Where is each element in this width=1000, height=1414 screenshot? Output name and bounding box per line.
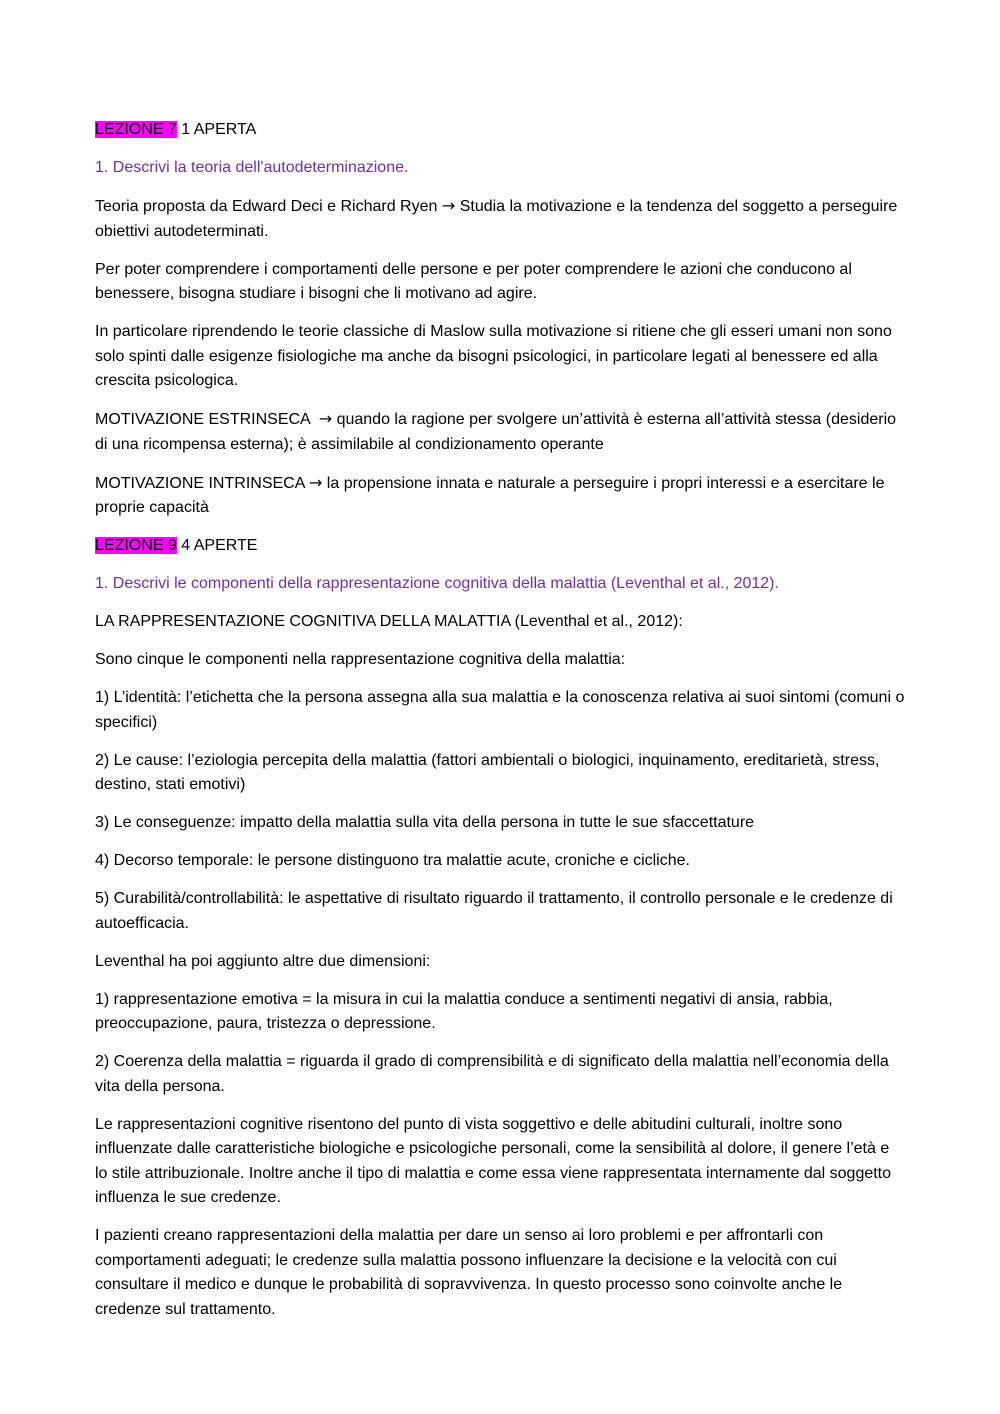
lesson-9-paragraph: 3) Le conseguenze: impatto della malattia sulla vita della persona in tutte le sue sfaccettature — [95, 814, 755, 831]
lesson-9-paragraph: 2) Le cause: l’eziologia percepita della malattia (fattori ambientali o biologici, inquinamento, ereditarietà, stress, destino, stati emotivi) — [95, 751, 880, 793]
lesson-9-heading — [95, 534, 905, 559]
paragraph-text: Teoria proposta da Edward Deci e Richard Ryen — [95, 198, 442, 215]
lesson-9-paragraph: 4) Decorso temporale: le persone distinguono tra malattie acute, croniche e cicliche. — [95, 852, 690, 869]
lesson-7-paragraph-4 — [95, 407, 905, 457]
lesson-9-paragraph: Leventhal ha poi aggiunto altre due dimensioni: — [95, 952, 431, 970]
lesson-9-question: 1. Descrivi le componenti della rappresentazione cognitiva della malattia (Leventhal et al., 2012). — [95, 575, 779, 592]
right-arrow-icon: → — [308, 472, 323, 492]
lesson-9-paragraph: 5) Curabilità/controllabilità: le aspettative di risultato riguardo il trattamento, il controllo personale e le credenze di autoefficacia. — [95, 890, 893, 932]
lesson-7-question: 1. Descrivi la teoria dell'autodeterminazione. — [95, 159, 409, 176]
lesson-7-paragraph-3: In particolare riprendendo le teorie classiche di Maslow sulla motivazione si ritiene che gli esseri umani non sono solo spinti dalle esigenze fisiologiche ma anche da bisogni psicologici, in particolare legati al benessere ed alla crescita psicologica. — [95, 323, 892, 389]
lesson-7-tag: LEZIONE 7 — [95, 121, 177, 138]
lesson-9-paragraph: Sono cinque le componenti nella rappresentazione cognitiva della malattia: — [95, 651, 626, 668]
lesson-7-paragraph-2: Per poter comprendere i comportamenti delle persone e per poter comprendere le azioni che conducono al benessere, bisogna studiare i bisogni che li motivano ad agire. — [95, 260, 852, 302]
lesson-7-paragraph-1 — [95, 194, 905, 244]
lesson-7-paragraph-5 — [95, 471, 905, 521]
lesson-9-paragraph: I pazienti creano rappresentazioni della malattia per dare un senso ai loro problemi e per affrontarli con comportamenti adeguati; le credenze sulla malattia possono influenzare la decisione e la velocità con cui consultare il medico e dunque le probabilità di sopravvivenza. In questo processo sono coinvolte anche le credenze sul trattamento. — [95, 1227, 843, 1318]
paragraph-text: la propensione innata e naturale a perseguire i propri interessi e a esercitare le proprie capacità — [95, 474, 885, 516]
paragraph-text: MOTIVAZIONE ESTRINSECA — [95, 411, 319, 428]
lesson-9-paragraph: 1) L’identità: l’etichetta che la persona assegna alla sua malattia e la conoscenza relativa ai suoi sintomi (comuni o specifici) — [95, 689, 905, 731]
lesson-9-paragraph: Le rappresentazioni cognitive risentono del punto di vista soggettivo e delle abitudini culturali, inoltre sono influenzate dalle caratteristiche biologiche e psicologiche personali, come la sensibilità al dolore, il genere l’età e lo stile attribuzionale. Inoltre anche il tipo di malattia e come essa viene rappresentata internamente dal soggetto influenza le sue credenze. — [95, 1115, 892, 1206]
lesson-9-paragraph: 2) Coerenza della malattia = riguarda il grado di comprensibilità e di significato della malattia nell’economia della vita della persona. — [95, 1053, 889, 1095]
lesson-9-paragraph: 1) rappresentazione emotiva = la misura in cui la malattia conduce a sentimenti negativi di ansia, rabbia, preoccupazione, paura, tristezza o depressione. — [95, 990, 833, 1032]
right-arrow-icon: → — [318, 409, 333, 428]
lesson-7-heading — [95, 118, 905, 143]
right-arrow-icon: → — [441, 196, 456, 215]
lesson-7-suffix: 1 APERTA — [176, 121, 257, 138]
paragraph-text: MOTIVAZIONE INTRINSECA — [95, 474, 309, 492]
lesson-9-tag: LEZIONE 9 — [95, 537, 177, 554]
paragraph-text: Studia la motivazione e la tendenza del soggetto a perseguire obiettivi autodeterminati. — [95, 198, 898, 240]
paragraph-text: quando la ragione per svolgere un’attività è esterna all’attività stessa (desiderio di una ricompensa esterna); è assimilabile al condizionamento operante — [95, 411, 897, 453]
lesson-9-paragraph: LA RAPPRESENTAZIONE COGNITIVA DELLA MALATTIA (Leventhal et al., 2012): — [95, 613, 683, 630]
lesson-9-suffix: 4 APERTE — [176, 537, 258, 554]
